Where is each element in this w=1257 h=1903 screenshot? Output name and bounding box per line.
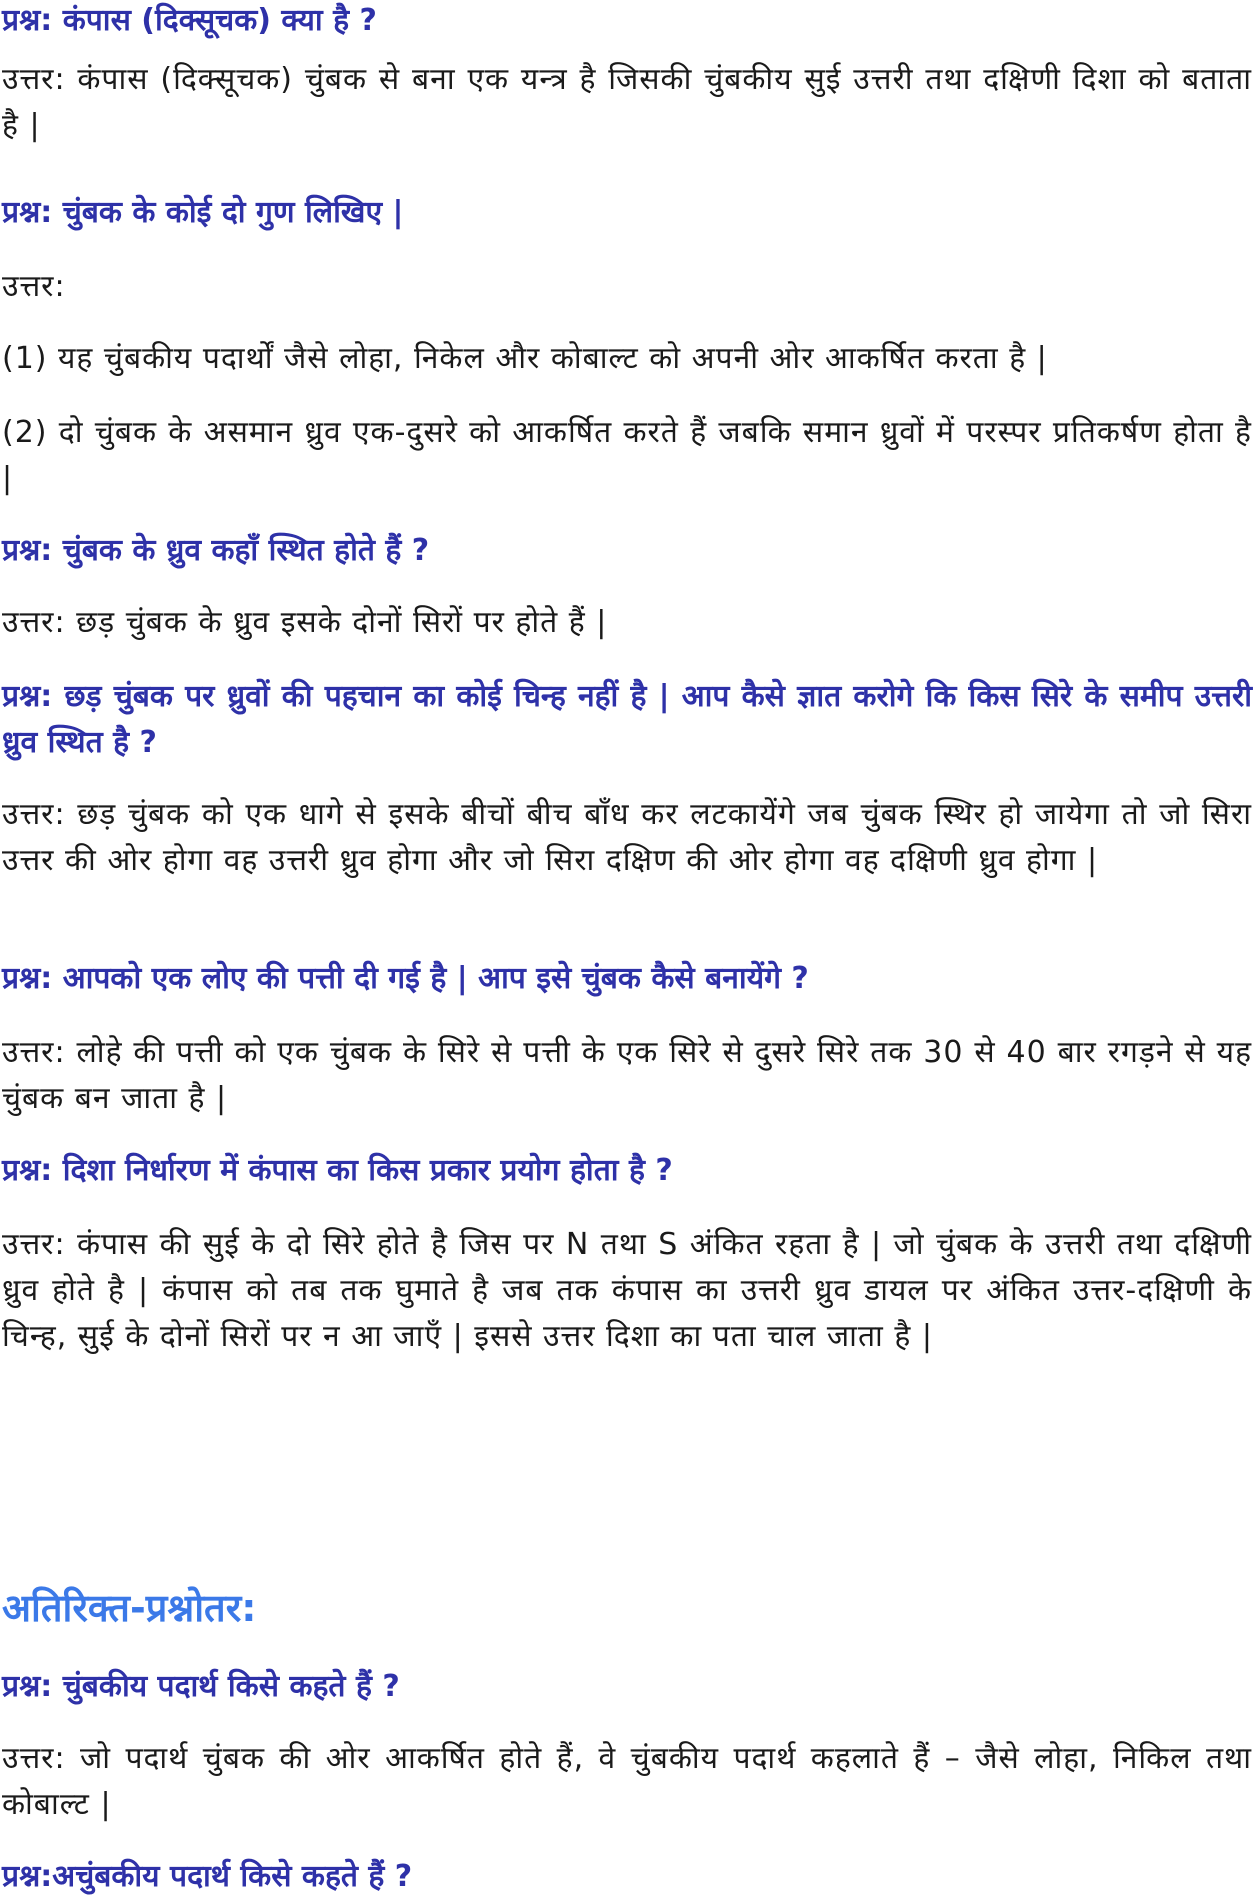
answer-compass: उत्तर: कंपास (दिक्सूचक) चुंबक से बना एक यन्त्र है जिसकी चुंबकीय सुई उत्तरी तथा दक्षिणी दिशा को बताता है | xyxy=(2,62,1252,143)
question-make-magnet: प्रश्न: आपको एक लोए की पत्ती दी गई है | आप इसे चुंबक कैसे बनायेंगे ? xyxy=(2,961,809,996)
question-magnetic-substances: प्रश्न: चुंबकीय पदार्थ किसे कहते हैं ? xyxy=(2,1669,400,1704)
answer-make-magnet: उत्तर: लोहे की पत्ती को एक चुंबक के सिरे से पत्ती के एक सिरे से दुसरे सिरे तक 30 से 40 बार रगड़ने से यह चुंबक बन जाता है | xyxy=(2,1035,1252,1116)
answer-poles-location: उत्तर: छड़ चुंबक के ध्रुव इसके दोनों सिरों पर होते हैं | xyxy=(2,605,608,640)
answer-label: उत्तर: xyxy=(2,269,66,304)
question-compass: प्रश्न: कंपास (दिक्सूचक) क्या है ? xyxy=(2,3,377,38)
question-nonmagnetic-substances: प्रश्न:अचुंबकीय पदार्थ किसे कहते हैं ? xyxy=(2,1859,413,1894)
question-magnet-properties: प्रश्न: चुंबक के कोई दो गुण लिखिए | xyxy=(2,195,404,230)
question-identify-north-pole: प्रश्न: छड़ चुंबक पर ध्रुवों की पहचान का कोई चिन्ह नहीं है | आप कैसे ज्ञात करोगे कि किस सिरे के समीप उत्तरी ध्रुव स्थित है ? xyxy=(2,679,1252,760)
answer-point-2: (2) दो चुंबक के असमान ध्रुव एक-दुसरे को आकर्षित करते हैं जबकि समान ध्रुवों में परस्पर प्रतिकर्षण होता है | xyxy=(2,415,1252,496)
question-poles-location: प्रश्न: चुंबक के ध्रुव कहाँ स्थित होते हैं ? xyxy=(2,533,430,568)
answer-point-1: (1) यह चुंबकीय पदार्थों जैसे लोहा, निकेल और कोबाल्ट को अपनी ओर आकर्षित करता है | xyxy=(2,341,1048,376)
answer-compass-direction: उत्तर: कंपास की सुई के दो सिरे होते है जिस पर N तथा S अंकित रहता है | जो चुंबक के उत्तरी तथा दक्षिणी ध्रुव होते है | कंपास को तब तक घुमाते है जब तक कंपास का उत्तरी ध्रुव डायल पर अंकित उत्तर-दक्षिणी के चिन्ह, सुई के दोनों सिरों पर न आ जाएँ | इससे उत्तर दिशा का पता चाल जाता है | xyxy=(2,1227,1252,1354)
answer-magnetic-substances: उत्तर: जो पदार्थ चुंबक की ओर आकर्षित होते हैं, वे चुंबकीय पदार्थ कहलाते हैं – जैसे लोहा, निकिल तथा कोबाल्ट | xyxy=(2,1741,1252,1822)
section-heading-extra-questions: अतिरिक्त-प्रश्नोतर: xyxy=(2,1586,257,1630)
question-compass-direction: प्रश्न: दिशा निर्धारण में कंपास का किस प्रकार प्रयोग होता है ? xyxy=(2,1153,673,1188)
answer-identify-north-pole: उत्तर: छड़ चुंबक को एक धागे से इसके बीचों बीच बाँध कर लटकायेंगे जब चुंबक स्थिर हो जायेगा तो जो सिरा उत्तर की ओर होगा वह उत्तरी ध्रुव होगा और जो सिरा दक्षिण की ओर होगा वह दक्षिणी ध्रुव होगा | xyxy=(2,797,1252,878)
